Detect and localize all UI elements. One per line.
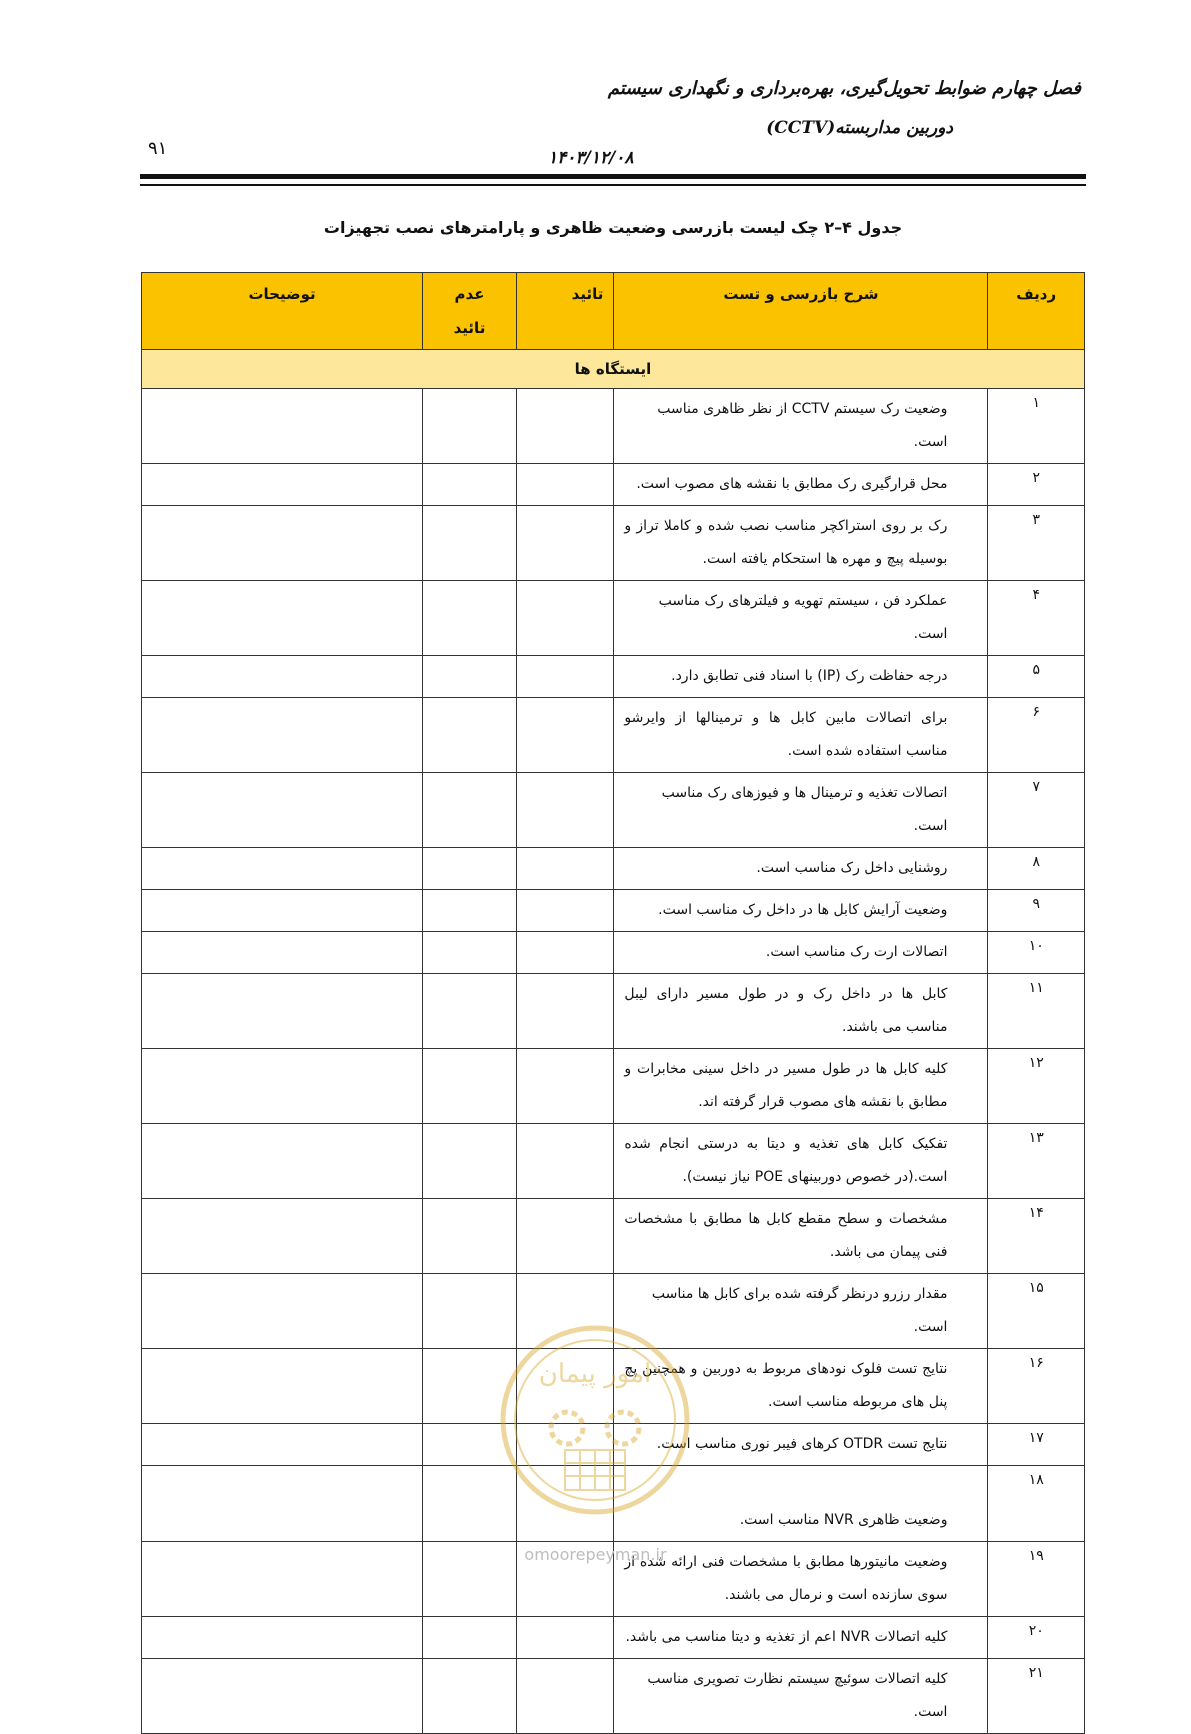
section-title: ایستگاه ها <box>142 350 1085 389</box>
reject-cell[interactable] <box>423 890 517 932</box>
row-number: ۱۹ <box>988 1542 1085 1617</box>
notes-cell[interactable] <box>142 656 423 698</box>
table-row <box>142 1199 1085 1274</box>
table-row <box>142 698 1085 773</box>
notes-cell[interactable] <box>142 1349 423 1424</box>
reject-cell[interactable] <box>423 1659 517 1734</box>
row-number: ۷ <box>988 773 1085 848</box>
table-row <box>142 464 1085 506</box>
notes-cell[interactable] <box>142 848 423 890</box>
row-number: ۹ <box>988 890 1085 932</box>
notes-cell[interactable] <box>142 1049 423 1124</box>
row-number: ۲۱ <box>988 1659 1085 1734</box>
approve-cell[interactable] <box>516 581 613 656</box>
reject-cell[interactable] <box>423 1049 517 1124</box>
table-row <box>142 1124 1085 1199</box>
table-row <box>142 1659 1085 1734</box>
table-row <box>142 656 1085 698</box>
notes-cell[interactable] <box>142 1199 423 1274</box>
table-row <box>142 389 1085 464</box>
row-description: کلیه اتصالات NVR اعم از تغذیه و دیتا مناسب می باشد. <box>614 1617 988 1659</box>
header-rule-thin <box>140 184 1086 186</box>
approve-cell[interactable] <box>516 974 613 1049</box>
row-number: ۸ <box>988 848 1085 890</box>
notes-cell[interactable] <box>142 890 423 932</box>
row-number: ۵ <box>988 656 1085 698</box>
reject-cell[interactable] <box>423 1124 517 1199</box>
approve-cell[interactable] <box>516 1617 613 1659</box>
reject-cell[interactable] <box>423 773 517 848</box>
reject-cell[interactable] <box>423 656 517 698</box>
approve-cell[interactable] <box>516 656 613 698</box>
notes-cell[interactable] <box>142 506 423 581</box>
header-row-number: ردیف <box>988 273 1085 350</box>
notes-cell[interactable] <box>142 1274 423 1349</box>
row-number: ۲۰ <box>988 1617 1085 1659</box>
row-number: ۱۰ <box>988 932 1085 974</box>
row-number: ۱ <box>988 389 1085 464</box>
row-description: کلیه اتصالات سوئیچ سیستم نظارت تصویری مناسب است. <box>614 1659 988 1734</box>
reject-cell[interactable] <box>423 932 517 974</box>
row-number: ۱۳ <box>988 1124 1085 1199</box>
notes-cell[interactable] <box>142 464 423 506</box>
approve-cell[interactable] <box>516 1659 613 1734</box>
table-header-row <box>142 273 1085 350</box>
row-number: ۱۶ <box>988 1349 1085 1424</box>
approve-cell[interactable] <box>516 848 613 890</box>
chapter-title: فصل چهارم ضوابط تحویل‌گیری، بهره‌برداری و نگهداری سیستم <box>607 78 1081 99</box>
section-row <box>142 350 1085 389</box>
notes-cell[interactable] <box>142 1659 423 1734</box>
row-number: ۱۷ <box>988 1424 1085 1466</box>
table-row <box>142 1617 1085 1659</box>
notes-cell[interactable] <box>142 932 423 974</box>
reject-cell[interactable] <box>423 581 517 656</box>
row-description: وضعیت ظاهری NVR مناسب است. <box>614 1466 988 1542</box>
notes-cell[interactable] <box>142 1617 423 1659</box>
table-row <box>142 932 1085 974</box>
approve-cell[interactable] <box>516 1124 613 1199</box>
watermark-site: omoorepeyman.ir <box>524 1545 667 1564</box>
approve-cell[interactable] <box>516 1049 613 1124</box>
reject-cell[interactable] <box>423 1617 517 1659</box>
notes-cell[interactable] <box>142 1466 423 1542</box>
row-description: عملکرد فن ، سیستم تهویه و فیلترهای رک مناسب است. <box>614 581 988 656</box>
table-caption: جدول ۴–۲ چک لیست بازرسی وضعیت ظاهری و پارامترهای نصب تجهیزات <box>323 218 903 237</box>
row-description: محل قرارگیری رک مطابق با نقشه های مصوب است. <box>614 464 988 506</box>
notes-cell[interactable] <box>142 389 423 464</box>
row-number: ۳ <box>988 506 1085 581</box>
table-row <box>142 1049 1085 1124</box>
row-description: اتصالات ارت رک مناسب است. <box>614 932 988 974</box>
row-number: ۴ <box>988 581 1085 656</box>
row-description: وضعیت رک سیستم CCTV از نظر ظاهری مناسب است. <box>614 389 988 464</box>
approve-cell[interactable] <box>516 506 613 581</box>
header-description: شرح بازرسی و تست <box>614 273 988 350</box>
reject-cell[interactable] <box>423 1199 517 1274</box>
row-number: ۱۸ <box>988 1466 1085 1542</box>
document-subtitle: دوربین مداربسته(CCTV) <box>766 118 953 138</box>
notes-cell[interactable] <box>142 581 423 656</box>
reject-cell[interactable] <box>423 464 517 506</box>
table-row <box>142 773 1085 848</box>
table-row <box>142 974 1085 1049</box>
row-description: کلیه کابل ها در طول مسیر در داخل سینی مخابرات و مطابق با نقشه های مصوب قرار گرفته اند. <box>614 1049 988 1124</box>
reject-cell[interactable] <box>423 698 517 773</box>
approve-cell[interactable] <box>516 773 613 848</box>
reject-cell[interactable] <box>423 389 517 464</box>
approve-cell[interactable] <box>516 890 613 932</box>
row-number: ۶ <box>988 698 1085 773</box>
table-row <box>142 506 1085 581</box>
notes-cell[interactable] <box>142 1124 423 1199</box>
header-reject: عدم تائید <box>423 273 517 350</box>
row-description: رک بر روی استراکچر مناسب نصب شده و کاملا تراز و بوسیله پیچ و مهره ها استحکام یافته است. <box>614 506 988 581</box>
row-number: ۱۱ <box>988 974 1085 1049</box>
seal-watermark-icon <box>495 1320 695 1520</box>
row-description: برای اتصالات مابین کابل ها و ترمینالها از وایرشو مناسب استفاده شده است. <box>614 698 988 773</box>
approve-cell[interactable] <box>516 698 613 773</box>
row-description: نتایج تست OTDR کرهای فیبر نوری مناسب است. <box>614 1424 988 1466</box>
approve-cell[interactable] <box>516 389 613 464</box>
row-description: وضعیت آرایش کابل ها در داخل رک مناسب است. <box>614 890 988 932</box>
notes-cell[interactable] <box>142 773 423 848</box>
approve-cell[interactable] <box>516 464 613 506</box>
header-rule-thick <box>140 174 1086 179</box>
row-description: روشنایی داخل رک مناسب است. <box>614 848 988 890</box>
row-number: ۱۵ <box>988 1274 1085 1349</box>
approve-cell[interactable] <box>516 932 613 974</box>
header-approve: تائید <box>516 273 613 350</box>
row-number: ۲ <box>988 464 1085 506</box>
table-row <box>142 890 1085 932</box>
row-description: مشخصات و سطح مقطع کابل ها مطابق با مشخصات فنی پیمان می باشد. <box>614 1199 988 1274</box>
reject-cell[interactable] <box>423 974 517 1049</box>
row-description: اتصالات تغذیه و ترمینال ها و فیوزهای رک مناسب است. <box>614 773 988 848</box>
approve-cell[interactable] <box>516 1199 613 1274</box>
row-description: تفکیک کابل های تغذیه و دیتا به درستی انجام شده است.(در خصوص دوربینهای POE نیاز نیست). <box>614 1124 988 1199</box>
reject-cell[interactable] <box>423 506 517 581</box>
notes-cell[interactable] <box>142 974 423 1049</box>
header-notes: توضیحات <box>142 273 423 350</box>
reject-cell[interactable] <box>423 848 517 890</box>
row-description: وضعیت مانیتورها مطابق با مشخصات فنی ارائه شده از سوی سازنده است و نرمال می باشند. <box>614 1542 988 1617</box>
notes-cell[interactable] <box>142 698 423 773</box>
row-description: کابل ها در داخل رک و در طول مسیر دارای لیبل مناسب می باشند. <box>614 974 988 1049</box>
table-row <box>142 848 1085 890</box>
notes-cell[interactable] <box>142 1424 423 1466</box>
table-row <box>142 581 1085 656</box>
seal-text: امور پیمان <box>538 1359 652 1389</box>
row-number: ۱۲ <box>988 1049 1085 1124</box>
row-number: ۱۴ <box>988 1199 1085 1274</box>
row-description: درجه حفاظت رک (IP) با اسناد فنی تطابق دارد. <box>614 656 988 698</box>
document-date: ۱۴۰۳/۱۲/۰۸ <box>548 148 634 168</box>
row-description: مقدار رزرو درنظر گرفته شده برای کابل ها مناسب است. <box>614 1274 988 1349</box>
page-number: ۹۱ <box>148 138 168 159</box>
row-description: نتایج تست فلوک نودهای مربوط به دوربین و همچنین پچ پنل های مربوطه مناسب است. <box>614 1349 988 1424</box>
